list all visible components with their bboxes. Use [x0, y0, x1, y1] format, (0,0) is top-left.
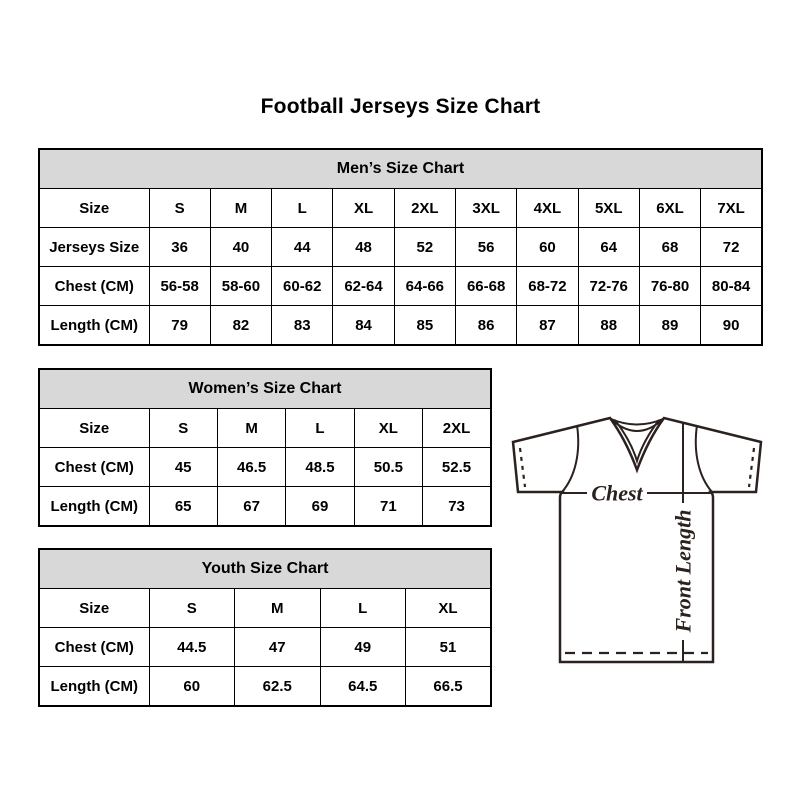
value-cell: 56 [455, 228, 516, 267]
value-cell: 2XL [423, 409, 491, 448]
value-cell: M [217, 409, 285, 448]
value-cell: 52.5 [423, 448, 491, 487]
page-title: Football Jerseys Size Chart [260, 95, 541, 118]
table-header-row [39, 369, 491, 409]
value-cell: 69 [286, 487, 354, 527]
value-cell: 76-80 [639, 267, 700, 306]
value-cell: 62.5 [235, 667, 321, 707]
womens-size-table [38, 368, 492, 527]
value-cell: 68 [639, 228, 700, 267]
value-cell: 3XL [455, 189, 516, 228]
value-cell: 60-62 [272, 267, 333, 306]
row-label: Chest (CM) [39, 267, 149, 306]
row-label: Size [39, 589, 149, 628]
table-section-title: Women’s Size Chart [39, 369, 491, 409]
value-cell: 5XL [578, 189, 639, 228]
value-cell: 44.5 [149, 628, 235, 667]
value-cell: 47 [235, 628, 321, 667]
value-cell: L [320, 589, 406, 628]
value-cell: 66-68 [455, 267, 516, 306]
chest-label: Chest [591, 480, 643, 506]
table-row [39, 628, 491, 667]
value-cell: XL [406, 589, 492, 628]
row-label: Length (CM) [39, 306, 149, 346]
value-cell: 89 [639, 306, 700, 346]
value-cell: 65 [149, 487, 217, 527]
value-cell: 48.5 [286, 448, 354, 487]
value-cell: 90 [701, 306, 762, 346]
table-row [39, 228, 762, 267]
value-cell: 71 [354, 487, 422, 527]
row-label: Size [39, 189, 149, 228]
value-cell: 62-64 [333, 267, 394, 306]
row-label: Size [39, 409, 149, 448]
value-cell: 48 [333, 228, 394, 267]
value-cell: 56-58 [149, 267, 210, 306]
value-cell: 49 [320, 628, 406, 667]
table-row [39, 189, 762, 228]
value-cell: L [286, 409, 354, 448]
value-cell: M [235, 589, 321, 628]
value-cell: 83 [272, 306, 333, 346]
value-cell: 72 [701, 228, 762, 267]
value-cell: 60 [517, 228, 578, 267]
value-cell: 7XL [701, 189, 762, 228]
youth-size-table [38, 548, 492, 707]
value-cell: 85 [394, 306, 455, 346]
value-cell: 88 [578, 306, 639, 346]
value-cell: 4XL [517, 189, 578, 228]
table-section-title: Youth Size Chart [39, 549, 491, 589]
value-cell: M [210, 189, 271, 228]
value-cell: 72-76 [578, 267, 639, 306]
value-cell: 67 [217, 487, 285, 527]
value-cell: 40 [210, 228, 271, 267]
row-label: Length (CM) [39, 667, 149, 707]
table-section-title: Men’s Size Chart [39, 149, 762, 189]
value-cell: S [149, 189, 210, 228]
value-cell: 52 [394, 228, 455, 267]
table-row [39, 267, 762, 306]
value-cell: 64 [578, 228, 639, 267]
value-cell: S [149, 409, 217, 448]
right-armhole-seam [696, 425, 712, 492]
right-cuff-stitch-line [749, 448, 754, 487]
value-cell: 86 [455, 306, 516, 346]
value-cell: 68-72 [517, 267, 578, 306]
value-cell: 80-84 [701, 267, 762, 306]
row-label: Chest (CM) [39, 448, 149, 487]
value-cell: 66.5 [406, 667, 492, 707]
value-cell: 6XL [639, 189, 700, 228]
jersey-outline-shape [513, 418, 761, 662]
value-cell: 51 [406, 628, 492, 667]
value-cell: 79 [149, 306, 210, 346]
table-row [39, 589, 491, 628]
value-cell: 84 [333, 306, 394, 346]
value-cell: 58-60 [210, 267, 271, 306]
value-cell: 44 [272, 228, 333, 267]
value-cell: 60 [149, 667, 235, 707]
value-cell: S [149, 589, 235, 628]
value-cell: 64.5 [320, 667, 406, 707]
value-cell: 50.5 [354, 448, 422, 487]
table-row [39, 667, 491, 707]
value-cell: 73 [423, 487, 491, 527]
value-cell: 36 [149, 228, 210, 267]
value-cell: 64-66 [394, 267, 455, 306]
left-cuff-stitch-line [520, 448, 525, 487]
mens-size-table [38, 148, 763, 346]
table-header-row [39, 149, 762, 189]
value-cell: L [272, 189, 333, 228]
table-row [39, 487, 491, 527]
table-row [39, 306, 762, 346]
value-cell: 87 [517, 306, 578, 346]
value-cell: 2XL [394, 189, 455, 228]
table-header-row [39, 549, 491, 589]
jersey-measurement-diagram [503, 403, 775, 665]
left-armhole-seam [562, 425, 578, 492]
front-length-label: Front Length [670, 509, 696, 633]
table-row [39, 409, 491, 448]
value-cell: 45 [149, 448, 217, 487]
table-row [39, 448, 491, 487]
value-cell: XL [354, 409, 422, 448]
value-cell: 82 [210, 306, 271, 346]
value-cell: XL [333, 189, 394, 228]
row-label: Length (CM) [39, 487, 149, 527]
value-cell: 46.5 [217, 448, 285, 487]
row-label: Chest (CM) [39, 628, 149, 667]
row-label: Jerseys Size [39, 228, 149, 267]
